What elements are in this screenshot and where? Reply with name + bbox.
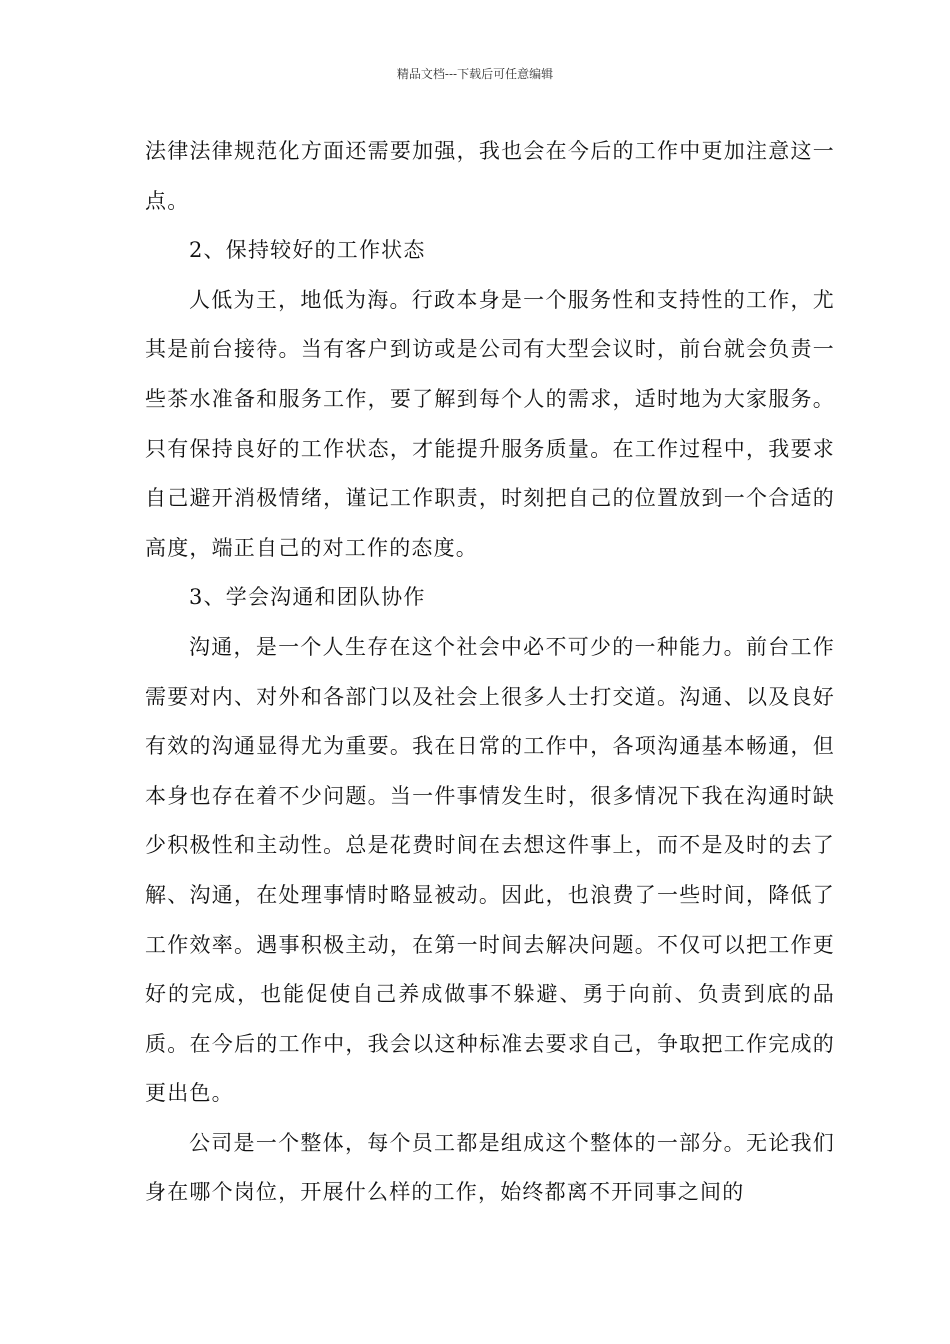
paragraph-continuation: 法律法律规范化方面还需要加强，我也会在今后的工作中更加注意这一点。 <box>145 139 835 213</box>
paragraph-company-whole: 公司是一个整体，每个员工都是组成这个整体的一部分。无论我们身在哪个岗位，开展什么样的工作，始终都离不开同事之间的 <box>145 1130 835 1205</box>
section-heading-work-state: 2、保持较好的工作状态 <box>189 238 426 263</box>
paragraph-work-state: 人低为王，地低为海。行政本身是一个服务性和支持性的工作，尤其是前台接待。当有客户到访或是公司有大型会议时，前台就会负责一些茶水准备和服务工作，要了解到每个人的需求，适时地为大家服务。只有保持良好的工作状态，才能提升服务质量。在工作过程中，我要求自己避开消极情绪，谨记工作职责，时刻把自己的位置放到一个合适的高度，端正自己的对工作的态度。 <box>145 287 835 560</box>
section-heading-communication: 3、学会沟通和团队协作 <box>189 585 426 610</box>
page-header: 精品文档---下载后可任意编辑 <box>396 67 554 81</box>
paragraph-communication: 沟通，是一个人生存在这个社会中必不可少的一种能力。前台工作需要对内、对外和各部门以及社会上很多人士打交道。沟通、以及良好有效的沟通显得尤为重要。我在日常的工作中，各项沟通基本畅通，但本身也存在着不少问题。当一件事情发生时，很多情况下我在沟通时缺少积极性和主动性。总是花费时间在去想这件事上，而不是及时的去了解、沟通，在处理事情时略显被动。因此，也浪费了一些时间，降低了工作效率。遇事积极主动，在第一时间去解决问题。不仅可以把工作更好的完成，也能促使自己养成做事不躲避、勇于向前、负责到底的品质。在今后的工作中，我会以这种标准去要求自己，争取把工作完成的更出色。 <box>145 634 835 1106</box>
document-body <box>145 127 835 1218</box>
